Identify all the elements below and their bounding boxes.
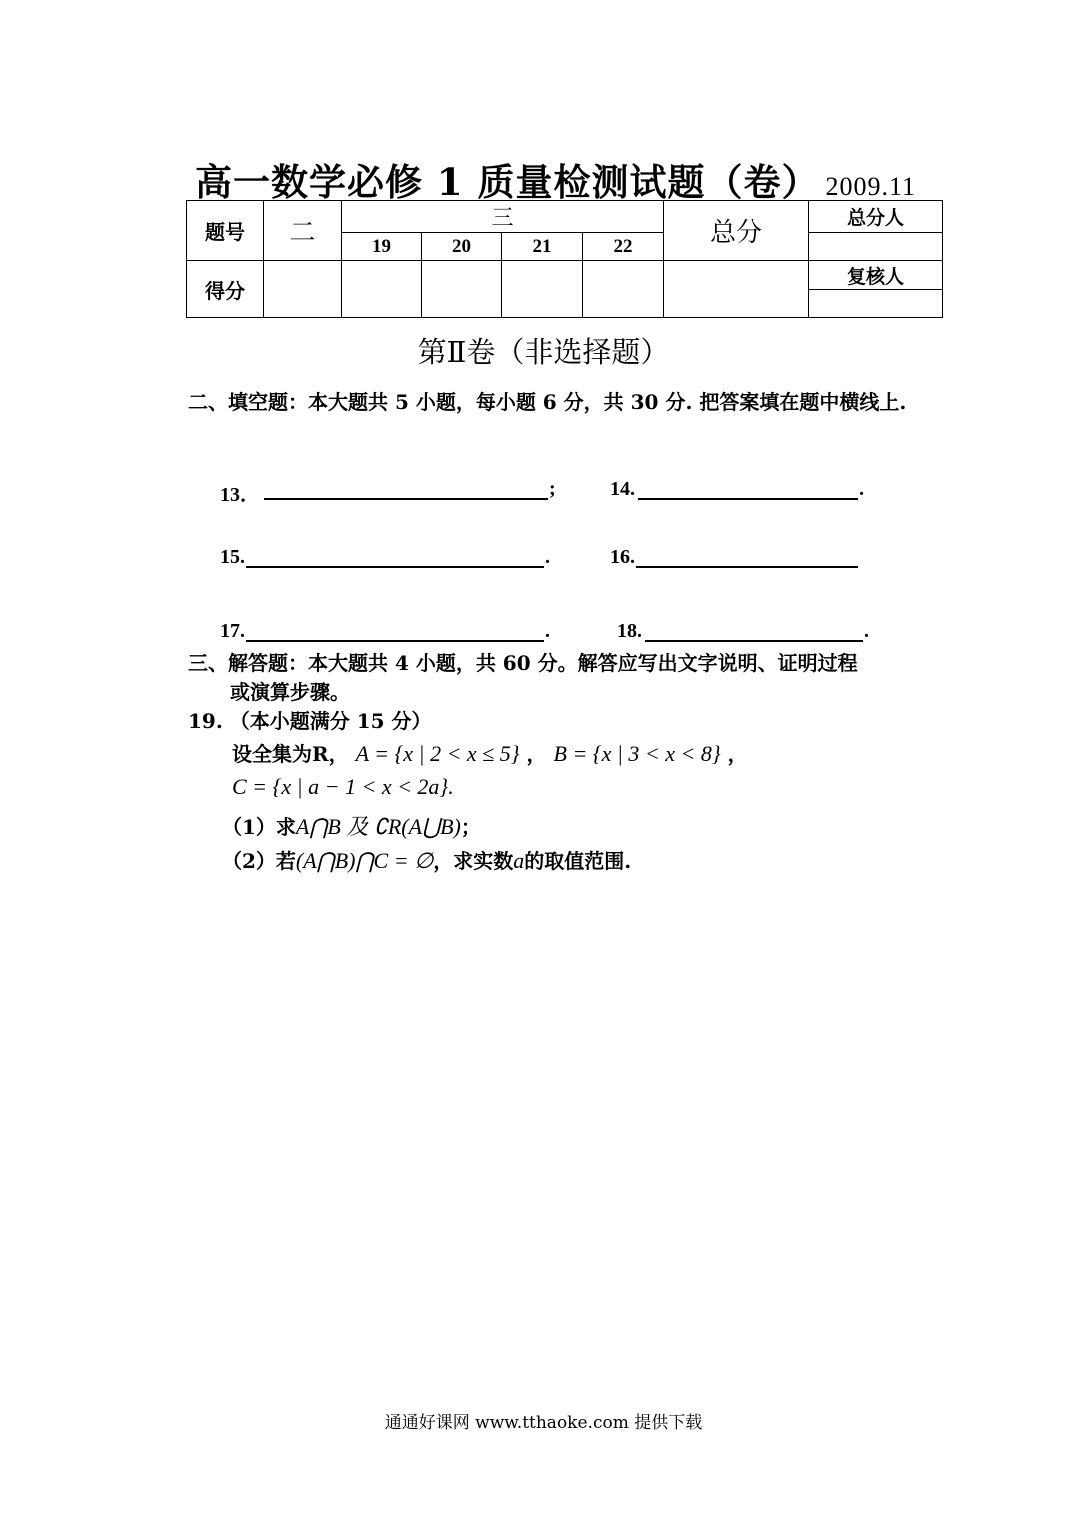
score-q19[interactable]: [342, 261, 422, 318]
q19-intro: 设全集为R，: [232, 742, 349, 766]
header-q22: 22: [583, 233, 664, 261]
part2-suffix: ，求实数: [433, 849, 514, 873]
q19-sets-line: 设全集为R， A = {x | 2 < x ≤ 5} ， B = {x | 3 < x < 8} ，: [232, 741, 748, 766]
page-title: [195, 152, 916, 206]
header-part-3: 三: [342, 201, 664, 233]
part2-end: 的取值范围.: [524, 849, 632, 873]
part2-var: a: [513, 848, 525, 873]
set-c: C = {x | a − 1 < x < 2a}.: [232, 774, 454, 799]
blank-end-14: .: [859, 478, 864, 500]
answer-line-15[interactable]: [246, 566, 544, 568]
blank-end-17: .: [545, 620, 550, 642]
header-q20: 20: [422, 233, 502, 261]
answer-line-18[interactable]: [645, 640, 863, 642]
part1-prefix: （1）求: [222, 815, 296, 839]
blank-label-16: 16.: [610, 546, 635, 568]
part2-prefix: （2）若: [222, 849, 296, 873]
blank-end-15: .: [545, 546, 550, 568]
answer-line-16[interactable]: [636, 566, 858, 568]
section-title: 第Ⅱ卷（非选择题）: [417, 335, 670, 369]
footer-text: 通通好课网 www.tthaoke.com 提供下载: [384, 1413, 703, 1433]
blank-end-18: .: [864, 620, 869, 642]
score-q21[interactable]: [502, 261, 583, 318]
header-scorer: 总分人: [809, 201, 943, 233]
header-part-2: 二: [264, 201, 342, 261]
title-date: 2009.11: [825, 172, 917, 201]
answer-line-13[interactable]: [264, 498, 548, 500]
row-label-score: 得分: [187, 261, 264, 318]
q19-part2: [222, 845, 631, 874]
score-table: [186, 200, 943, 318]
blank-label-13: 13．: [220, 484, 260, 506]
part1-suffix: ；: [460, 815, 481, 839]
score-q22[interactable]: [583, 261, 664, 318]
answer-line-17[interactable]: [246, 640, 544, 642]
reviewer-cell[interactable]: [809, 290, 943, 318]
title-text: 高一数学必修 1 质量检测试题（卷）: [195, 160, 820, 204]
blank-label-17: 17.: [220, 620, 245, 642]
scorer-cell[interactable]: [809, 233, 943, 261]
set-b: B = {x | 3 < x < 8}: [553, 741, 721, 766]
header-total: 总分: [664, 201, 809, 261]
blank-label-18: 18.: [617, 620, 642, 642]
q19-part1: [222, 810, 481, 841]
fill-in-instructions: 二、填空题：本大题共 5 小题，每小题 6 分，共 30 分. 把答案填在题中横线上.: [188, 390, 907, 414]
score-part-2[interactable]: [264, 261, 342, 318]
blank-end-13: ;: [549, 478, 556, 500]
score-total[interactable]: [664, 261, 809, 318]
score-q20[interactable]: [422, 261, 502, 318]
blank-label-15: 15.: [220, 546, 245, 568]
solve-instructions-line1: 三、解答题：本大题共 4 小题，共 60 分。解答应写出文字说明、证明过程: [188, 651, 858, 675]
part1-expr: A⋂B 及 ∁R(A⋃B): [295, 814, 461, 839]
header-q21: 21: [502, 233, 583, 261]
header-q19: 19: [342, 233, 422, 261]
solve-instructions-line2: 或演算步骤。: [230, 680, 350, 704]
q19-set-c-line: [232, 774, 454, 800]
part2-expr: (A⋂B)⋂C = ∅: [295, 848, 434, 873]
row-label-question: 题号: [187, 201, 264, 261]
header-reviewer: 复核人: [809, 261, 943, 290]
set-a: A = {x | 2 < x ≤ 5}: [355, 741, 520, 766]
answer-line-14[interactable]: [638, 498, 858, 500]
q19-header: 19. （本小题满分 15 分）: [188, 709, 432, 733]
blank-label-14: 14.: [610, 478, 635, 500]
